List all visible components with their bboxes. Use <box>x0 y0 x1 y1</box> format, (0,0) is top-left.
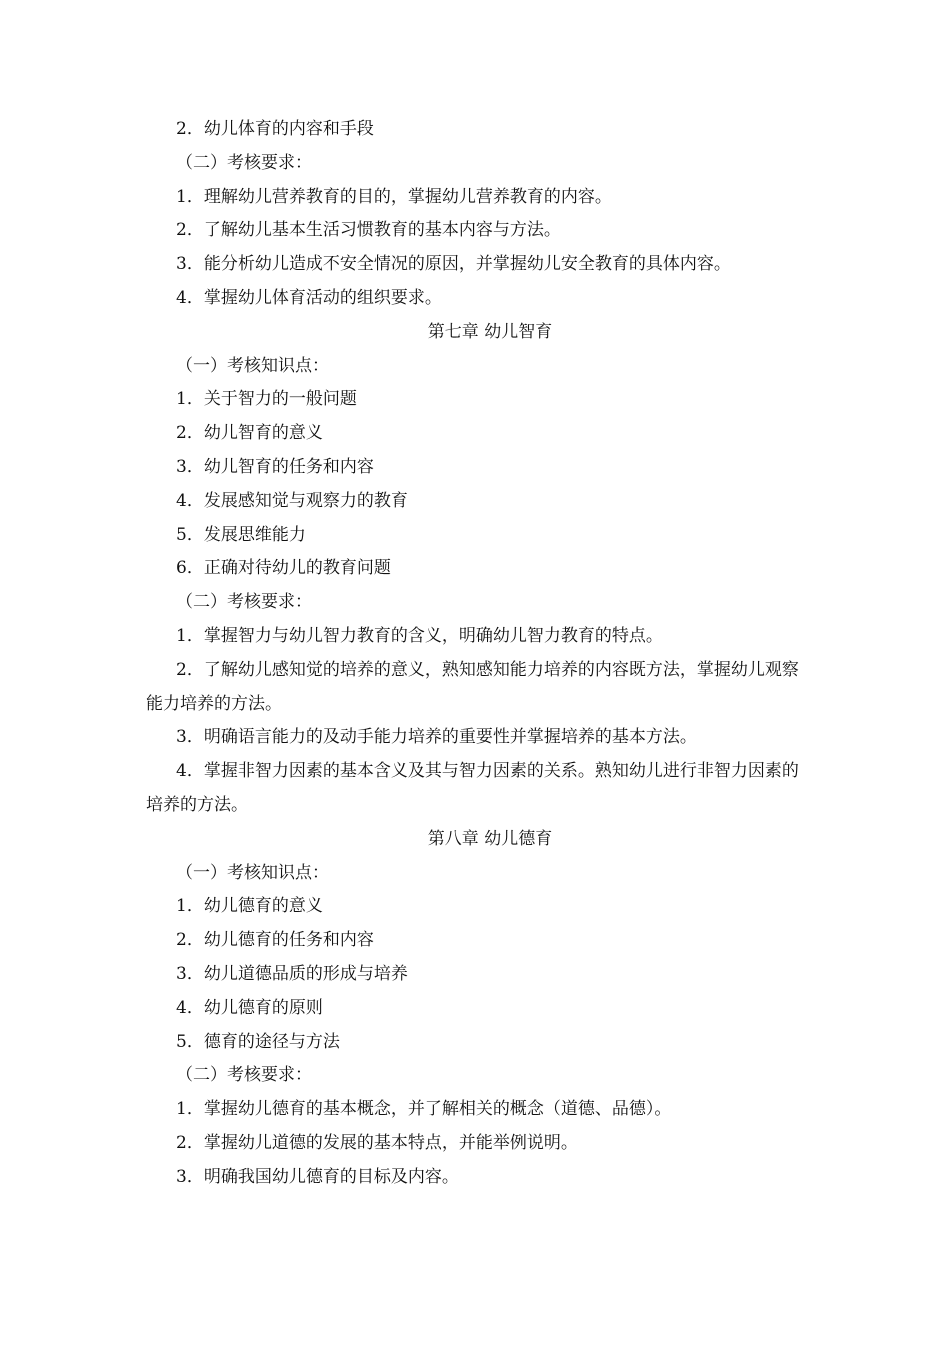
list-item: 3．能分析幼儿造成不安全情况的原因，并掌握幼儿安全教育的具体内容。 <box>176 254 731 275</box>
list-item: 3．明确我国幼儿德育的目标及内容。 <box>176 1166 459 1187</box>
list-item: 2．幼儿体育的内容和手段 <box>176 119 374 139</box>
list-item: 1．幼儿德育的意义 <box>176 896 323 917</box>
list-item: 1．关于智力的一般问题 <box>176 389 357 410</box>
list-paragraph: 4．掌握非智力因素的基本含义及其与智力因素的关系。熟知幼儿进行非智力因素的培养的方法。 <box>146 761 799 815</box>
list-item: 4．幼儿德育的原则 <box>176 997 323 1018</box>
list-item: 5．德育的途径与方法 <box>176 1031 340 1052</box>
list-item: 2．了解幼儿基本生活习惯教育的基本内容与方法。 <box>176 220 561 241</box>
list-item: 6．正确对待幼儿的教育问题 <box>176 558 391 579</box>
list-item: 1．掌握幼儿德育的基本概念，并了解相关的概念（道德、品德）。 <box>176 1099 672 1120</box>
section-subheading: （一）考核知识点： <box>176 355 329 376</box>
list-item: 4．掌握幼儿体育活动的组织要求。 <box>176 287 442 308</box>
section-subheading: （二）考核要求： <box>176 152 312 173</box>
list-item: 2．幼儿智育的意义 <box>176 423 323 444</box>
list-item: 3．幼儿道德品质的形成与培养 <box>176 963 408 984</box>
section-subheading: （二）考核要求： <box>176 592 312 613</box>
list-item: 5．发展思维能力 <box>176 524 306 545</box>
chapter-title: 第八章 幼儿德育 <box>427 828 553 849</box>
list-item: 3．幼儿智育的任务和内容 <box>176 456 374 477</box>
list-paragraph: 2．了解幼儿感知觉的培养的意义，熟知感知能力培养的内容既方法，掌握幼儿观察能力培养的方法。 <box>146 659 799 714</box>
list-item: 3．明确语言能力的及动手能力培养的重要性并掌握培养的基本方法。 <box>176 727 697 748</box>
section-subheading: （一）考核知识点： <box>176 862 329 883</box>
list-item: 2．幼儿德育的任务和内容 <box>176 930 374 951</box>
list-item: 1．理解幼儿营养教育的目的，掌握幼儿营养教育的内容。 <box>176 186 612 207</box>
list-item: 4．发展感知觉与观察力的教育 <box>176 490 408 511</box>
list-item: 1．掌握智力与幼儿智力教育的含义，明确幼儿智力教育的特点。 <box>176 625 663 646</box>
chapter-title: 第七章 幼儿智育 <box>427 321 553 342</box>
section-subheading: （二）考核要求： <box>176 1065 312 1086</box>
list-item: 2．掌握幼儿道德的发展的基本特点，并能举例说明。 <box>176 1132 578 1153</box>
document-body <box>146 113 800 1195</box>
